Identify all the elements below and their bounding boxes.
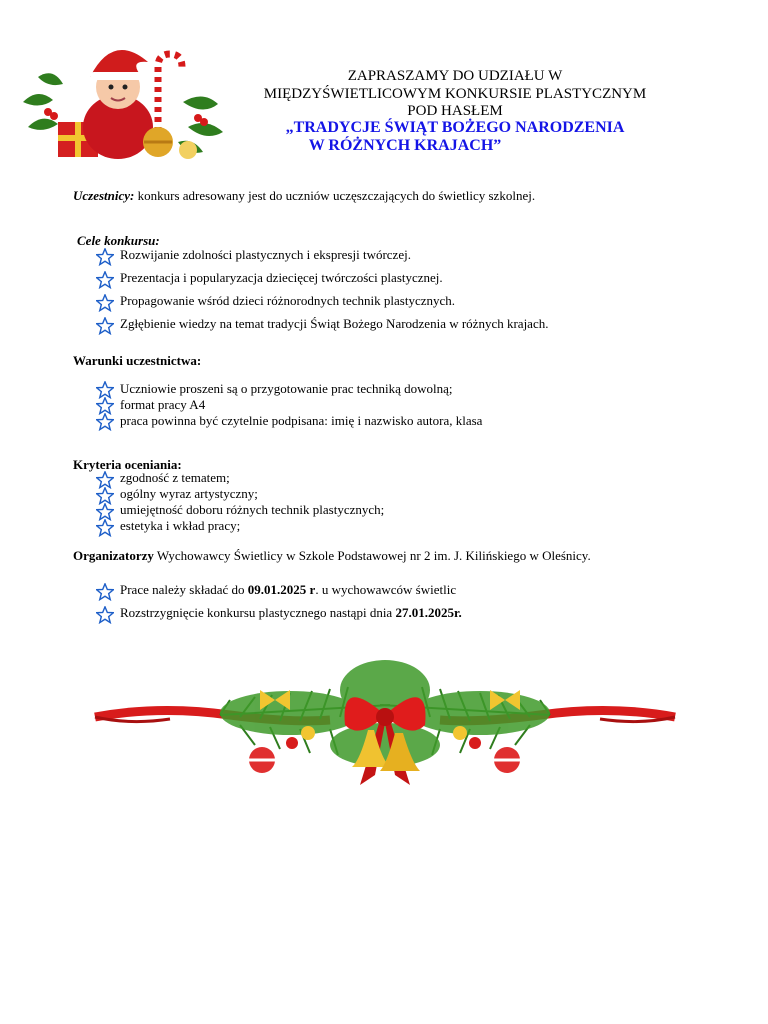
header-line-3: POD HASŁEM (407, 103, 503, 119)
criteria-item: umiejętność doboru różnych technik plastycznych; (120, 502, 385, 517)
goal-item: Rozwijanie zdolności plastycznych i ekspresji twórczej. (120, 247, 411, 262)
criteria-item: zgodność z tematem; (120, 470, 230, 485)
submission-text-post: . u wychowawców świetlic (315, 582, 457, 597)
condition-item: format pracy A4 (120, 397, 206, 412)
goal-item: Zgłębienie wiedzy na temat tradycji Świąt Bożego Narodzenia w różnych krajach. (120, 316, 549, 331)
star-bullet-icon (96, 606, 114, 624)
criteria-heading: Kryteria oceniania: (73, 457, 182, 472)
header-line-2: MIĘDZYŚWIETLICOWYM KONKURSIE PLASTYCZNYM (263, 86, 647, 102)
submission-date: 09.01.2025 r (247, 582, 316, 597)
star-bullet-icon (96, 271, 114, 289)
participants-text: konkurs adresowany jest do uczniów uczęszczających do świetlicy szkolnej. (134, 188, 536, 203)
results-announcement (120, 605, 462, 621)
criteria-item: estetyka i wkład pracy; (120, 518, 241, 533)
submission-text-pre: Prace należy składać do (120, 582, 248, 597)
organizers-text: Wychowawcy Świetlicy w Szkole Podstawowej nr 2 im. J. Kilińskiego w Oleśnicy. (153, 548, 591, 563)
conditions-heading: Warunki uczestnictwa: (73, 353, 202, 368)
condition-item: praca powinna być czytelnie podpisana: imię i nazwisko autora, klasa (120, 413, 483, 428)
goal-item: Propagowanie wśród dzieci różnorodnych technik plastycznych. (120, 293, 456, 308)
star-bullet-icon (96, 583, 114, 601)
results-date: 27.01.2025r. (395, 605, 462, 620)
criteria-item: ogólny wyraz artystyczny; (120, 486, 258, 501)
submission-deadline (120, 582, 456, 598)
star-bullet-icon (96, 519, 114, 537)
star-bullet-icon (96, 317, 114, 335)
condition-item: Uczniowie proszeni są o przygotowanie prac techniką dowolną; (120, 381, 453, 396)
organizers-paragraph (73, 548, 591, 564)
contest-title-line-1: „TRADYCJE ŚWIĄT BOŻEGO NARODZENIA (285, 119, 625, 136)
contest-title-line-2: W RÓŻNYCH KRAJACH” (308, 137, 502, 154)
goal-item: Prezentacja i popularyzacja dziecięcej twórczości plastycznej. (120, 270, 443, 285)
star-bullet-icon (96, 294, 114, 312)
participants-label: Uczestnicy: (73, 188, 135, 203)
header-line-1: ZAPRASZAMY DO UDZIAŁU W (347, 68, 563, 84)
christmas-garland-illustration (90, 645, 680, 795)
participants-paragraph (73, 188, 535, 204)
results-text-pre: Rozstrzygnięcie konkursu plastycznego nastąpi dnia (120, 605, 396, 620)
star-bullet-icon (96, 248, 114, 266)
organizers-label: Organizatorzy (73, 548, 154, 563)
goals-heading: Cele konkursu: (77, 233, 160, 248)
star-bullet-icon (96, 413, 114, 431)
